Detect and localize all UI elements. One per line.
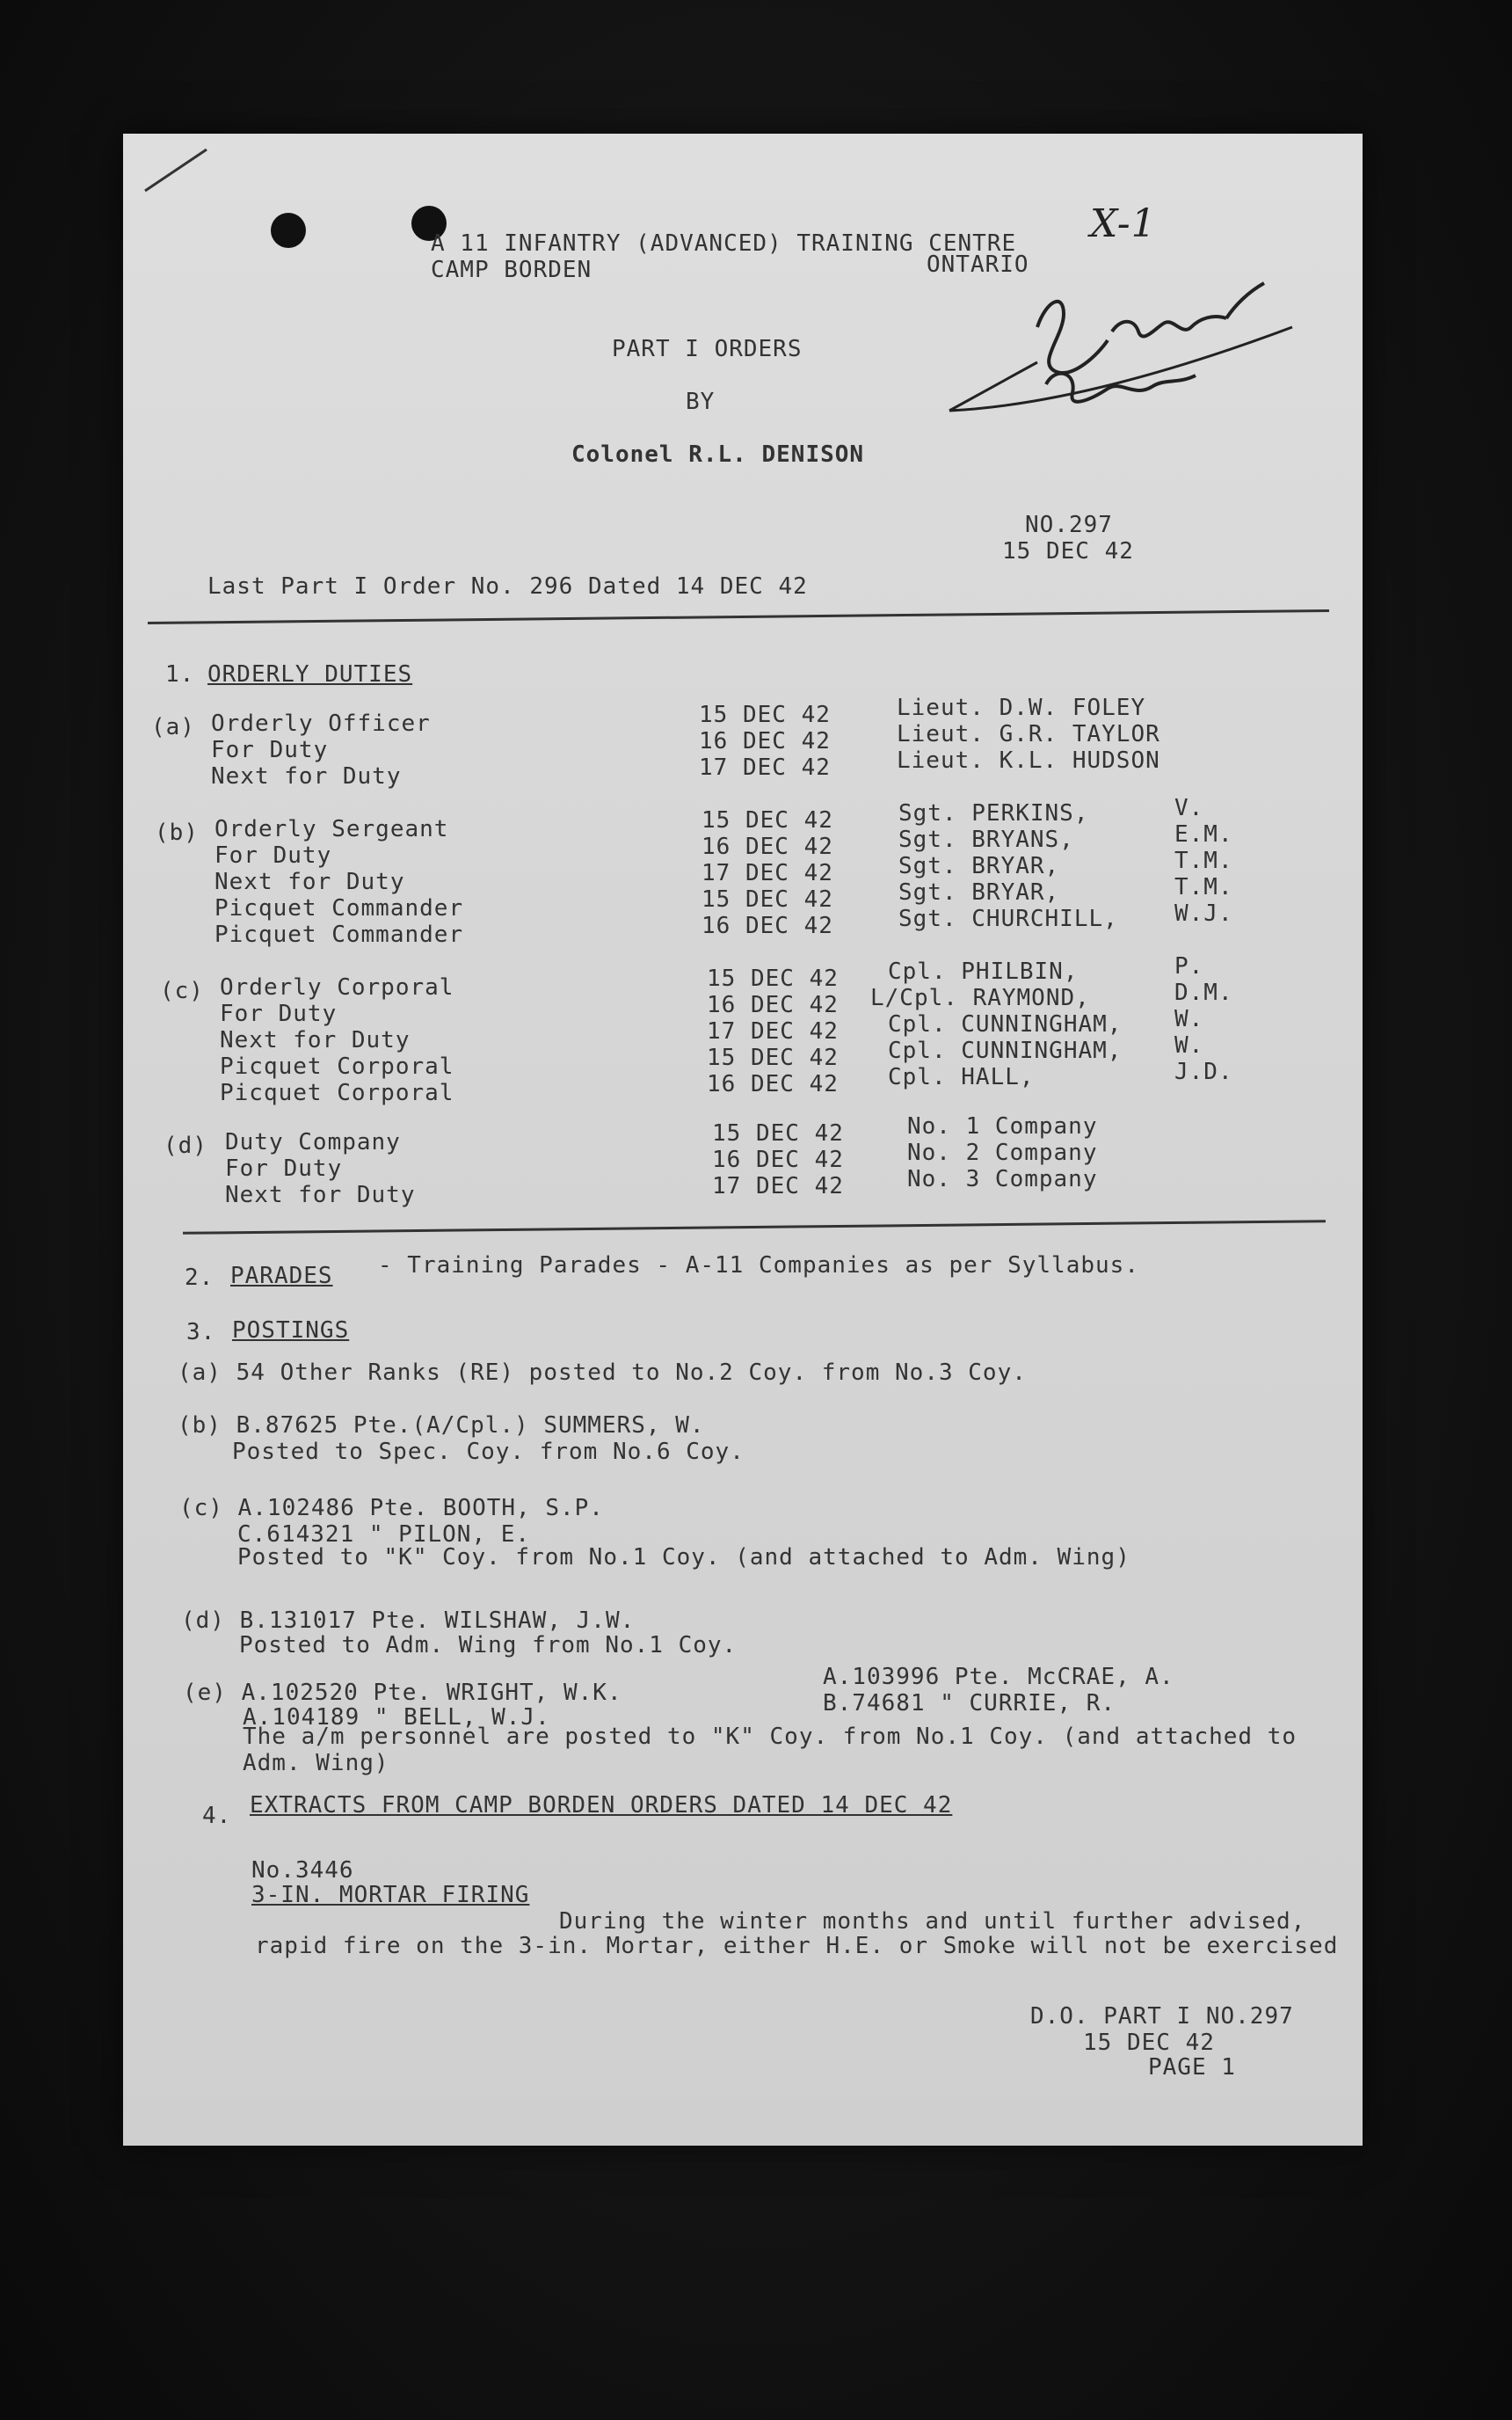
duty-name: Cpl. PHILBIN, <box>888 959 1079 985</box>
duty-initials: T.M. <box>1174 848 1233 874</box>
duty-label: Picquet Corporal <box>220 1053 454 1080</box>
duty-label: Picquet Commander <box>214 922 464 948</box>
duty-initials: V. <box>1174 795 1204 821</box>
section2-num: 2. <box>185 1265 214 1291</box>
duty-date: 16 DEC 42 <box>707 992 839 1018</box>
duty-label: For Duty <box>220 1001 338 1027</box>
duty-initials: W. <box>1174 1032 1204 1059</box>
last-order-ref: Last Part I Order No. 296 Dated 14 DEC 42 <box>207 573 808 600</box>
group-b-label: (b) <box>155 820 199 846</box>
duty-name: Sgt. BRYAR, <box>898 879 1060 906</box>
unit-line: A 11 INFANTRY (ADVANCED) TRAINING CENTRE <box>431 230 1017 257</box>
duty-name: Sgt. BRYANS, <box>898 827 1074 853</box>
camp-name: CAMP BORDEN <box>431 257 592 283</box>
duty-label: Next for Duty <box>211 763 402 790</box>
by-label: BY <box>686 389 716 415</box>
section1-num: 1. <box>165 661 195 688</box>
duty-date: 15 DEC 42 <box>699 702 831 728</box>
duty-name: Lieut. D.W. FOLEY <box>897 695 1146 721</box>
duty-initials: W.J. <box>1174 900 1233 927</box>
duty-name: Cpl. CUNNINGHAM, <box>888 1011 1123 1038</box>
duty-name: Cpl. CUNNINGHAM, <box>888 1038 1123 1064</box>
duty-date: 15 DEC 42 <box>707 966 839 992</box>
duty-date: 16 DEC 42 <box>712 1147 844 1173</box>
group-a-label: (a) <box>151 714 195 740</box>
duty-date: 16 DEC 42 <box>701 913 833 939</box>
footer-page: PAGE 1 <box>1148 2054 1236 2081</box>
duty-name: Sgt. PERKINS, <box>898 800 1089 827</box>
footer-date: 15 DEC 42 <box>1083 2030 1215 2056</box>
duty-date: 15 DEC 42 <box>701 886 833 913</box>
duty-initials: P. <box>1174 953 1204 980</box>
duty-name: Sgt. BRYAR, <box>898 853 1060 879</box>
duty-name: No. 3 Company <box>907 1166 1098 1192</box>
duty-label: Picquet Corporal <box>220 1080 454 1106</box>
duty-label: For Duty <box>214 842 332 869</box>
duty-label: Orderly Corporal <box>220 974 454 1001</box>
extract-number: No.3446 <box>251 1857 354 1884</box>
duty-label: Next for Duty <box>220 1027 411 1053</box>
duty-label: Picquet Commander <box>214 895 464 922</box>
posting-e-line4: Adm. Wing) <box>243 1750 389 1776</box>
extract-paragraph-1: During the winter months and until further advised, <box>559 1908 1306 1935</box>
duty-date: 17 DEC 42 <box>699 754 831 781</box>
duty-name: Lieut. K.L. HUDSON <box>897 747 1160 774</box>
commander-name: Colonel R.L. DENISON <box>571 441 865 468</box>
duty-name: No. 2 Company <box>907 1140 1098 1166</box>
pencil-mark-icon <box>141 142 220 195</box>
duty-initials: D.M. <box>1174 980 1233 1006</box>
duty-label: For Duty <box>225 1155 343 1182</box>
duty-name: Lieut. G.R. TAYLOR <box>897 721 1160 747</box>
duty-date: 16 DEC 42 <box>701 834 833 860</box>
duty-label: For Duty <box>211 737 329 763</box>
section4-title: EXTRACTS FROM CAMP BORDEN ORDERS DATED 14 DEC 42 <box>250 1792 953 1819</box>
posting-c-line1: (c) A.102486 Pte. BOOTH, S.P. <box>179 1495 604 1521</box>
posting-a: (a) 54 Other Ranks (RE) posted to No.2 Coy. from No.3 Coy. <box>178 1359 1027 1386</box>
posting-b-line2: Posted to Spec. Coy. from No.6 Coy. <box>232 1439 745 1465</box>
part-title: PART I ORDERS <box>612 336 803 362</box>
posting-e-line3: The a/m personnel are posted to "K" Coy. from No.1 Coy. (and attached to <box>243 1724 1298 1750</box>
duty-date: 17 DEC 42 <box>707 1018 839 1045</box>
footer-order-ref: D.O. PART I NO.297 <box>1030 2003 1294 2030</box>
duty-label: Orderly Sergeant <box>214 816 449 842</box>
duty-name: No. 1 Company <box>907 1113 1098 1140</box>
divider-top <box>148 609 1329 624</box>
duty-initials: J.D. <box>1174 1059 1233 1085</box>
posting-e-line1-right: A.103996 Pte. McCRAE, A. <box>823 1664 1174 1690</box>
duty-date: 15 DEC 42 <box>701 807 833 834</box>
divider-middle <box>183 1220 1326 1235</box>
posting-c-line3: Posted to "K" Coy. from No.1 Coy. (and attached to Adm. Wing) <box>237 1544 1130 1571</box>
section3-num: 3. <box>186 1319 216 1345</box>
group-d-label: (d) <box>164 1133 207 1159</box>
duty-label: Duty Company <box>225 1129 401 1155</box>
document-page <box>123 134 1363 2146</box>
duty-name: L/Cpl. RAYMOND, <box>870 985 1090 1011</box>
posting-e-line2: A.104189 " BELL, W.J. <box>243 1704 550 1731</box>
duty-date: 15 DEC 42 <box>712 1120 844 1147</box>
duty-label: Next for Duty <box>214 869 405 895</box>
duty-date: 16 DEC 42 <box>707 1071 839 1097</box>
group-c-label: (c) <box>160 978 204 1004</box>
duty-date: 17 DEC 42 <box>701 860 833 886</box>
handwritten-x1: X-1 <box>1090 201 1157 246</box>
section2-text: - Training Parades - A-11 Companies as per Syllabus. <box>378 1252 1139 1279</box>
extract-paragraph-2: rapid fire on the 3-in. Mortar, either H.E. or Smoke will not be exercised <box>255 1933 1339 1959</box>
order-date: 15 DEC 42 <box>1002 538 1134 565</box>
handwritten-signature-icon <box>932 230 1310 433</box>
duty-date: 15 DEC 42 <box>707 1045 839 1071</box>
duty-date: 17 DEC 42 <box>712 1173 844 1199</box>
posting-d-line1: (d) B.131017 Pte. WILSHAW, J.W. <box>181 1607 636 1634</box>
posting-e-line1: (e) A.102520 Pte. WRIGHT, W.K. <box>183 1680 622 1706</box>
duty-initials: E.M. <box>1174 821 1233 848</box>
duty-initials: T.M. <box>1174 874 1233 900</box>
duty-label: Next for Duty <box>225 1182 416 1208</box>
duty-initials: W. <box>1174 1006 1204 1032</box>
province: ONTARIO <box>927 251 1029 278</box>
section2-title: PARADES <box>230 1263 333 1289</box>
extract-subject: 3-IN. MORTAR FIRING <box>251 1882 530 1908</box>
duty-label: Orderly Officer <box>211 711 431 737</box>
section1-title: ORDERLY DUTIES <box>207 661 413 688</box>
posting-c-line2: C.614321 " PILON, E. <box>237 1521 531 1548</box>
posting-d-line2: Posted to Adm. Wing from No.1 Coy. <box>239 1632 738 1658</box>
section4-num: 4. <box>202 1803 232 1829</box>
section3-title: POSTINGS <box>232 1317 350 1344</box>
punch-hole-left <box>271 213 306 248</box>
duty-name: Cpl. HALL, <box>888 1064 1035 1090</box>
duty-name: Sgt. CHURCHILL, <box>898 906 1118 932</box>
order-number: NO.297 <box>1025 512 1113 538</box>
posting-e-line2-right: B.74681 " CURRIE, R. <box>823 1690 1116 1717</box>
posting-b-line1: (b) B.87625 Pte.(A/Cpl.) SUMMERS, W. <box>178 1412 705 1439</box>
duty-date: 16 DEC 42 <box>699 728 831 754</box>
